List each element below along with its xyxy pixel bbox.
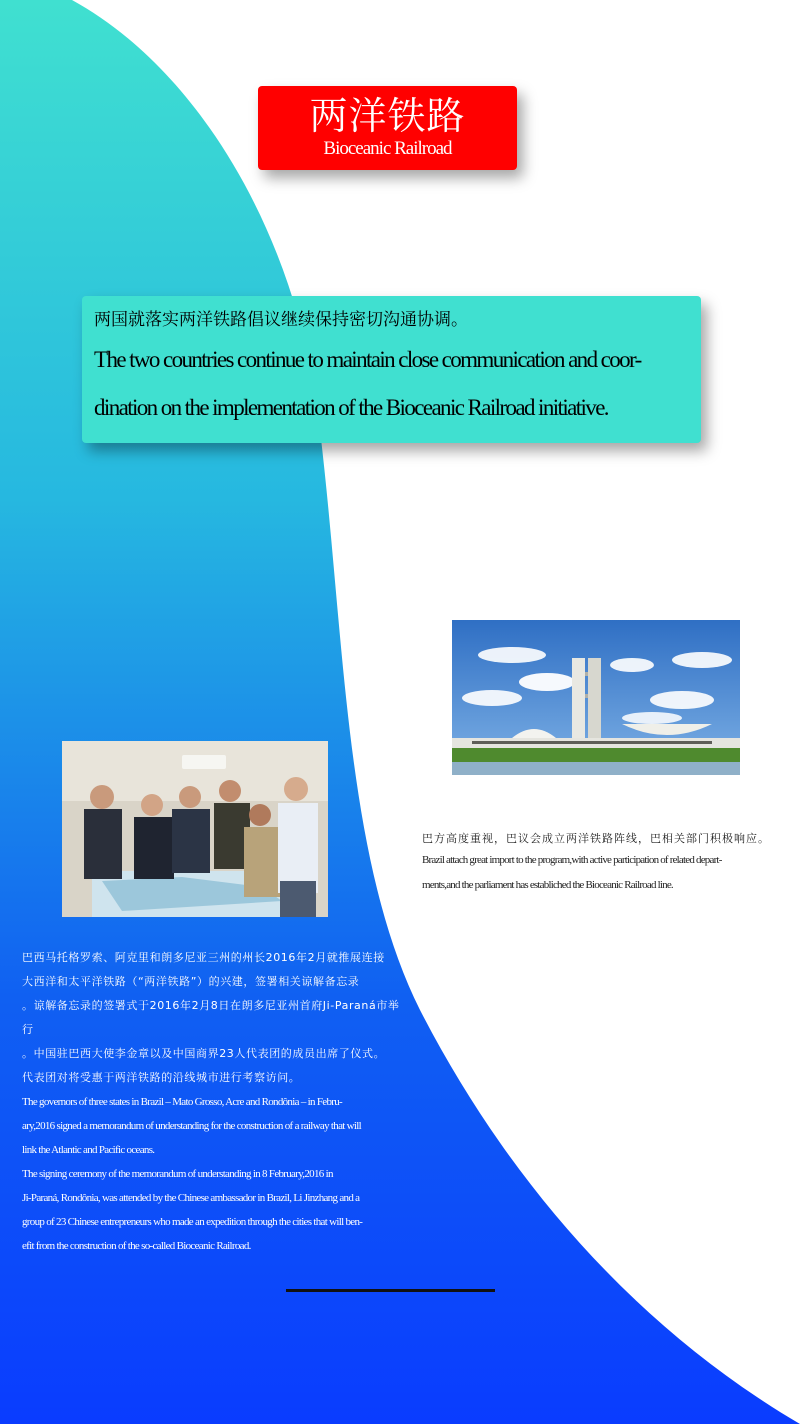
summary-english-line2: dination on the implementation of the Bioceanic Railroad initiative.: [94, 395, 608, 420]
memorandum-english-line: The governors of three states in Brazil – Mato Grosso, Acre and Rondônia – in Febru-: [22, 1096, 343, 1108]
brazil-response-english-line1: Brazil attach great import to the program,with active participation of related depart-: [422, 854, 722, 866]
memorandum-english-line: link the Atlantic and Pacific oceans.: [22, 1144, 155, 1156]
divider-line: [286, 1289, 495, 1292]
memorandum-chinese-line: 巴西马托格罗索、阿克里和朗多尼亚三州的州长2016年2月就推展连接: [22, 951, 385, 964]
brazil-response-english-line2: ments,and the parliament has establiched the Bioceanic Railroad line.: [422, 879, 673, 891]
memorandum-text: [22, 946, 402, 1258]
memorandum-english-line: The signing ceremony of the memorandum of understanding in 8 February,2016 in: [22, 1168, 333, 1180]
memorandum-chinese-line: 大西洋和太平洋铁路（“两洋铁路”）的兴建，签署相关谅解备忘录: [22, 975, 360, 988]
memorandum-english-line: ary,2016 signed a memorandum of understanding for the construction of a railway that will: [22, 1120, 361, 1132]
memorandum-english-line: Ji-Paraná, Rondônia, was attended by the Chinese ambassador in Brazil, Li Jinzhang and a: [22, 1192, 360, 1204]
memorandum-english: [22, 1090, 402, 1258]
brazil-response-chinese: 巴方高度重视，巴议会成立两洋铁路阵线，巴相关部门积极响应。: [422, 832, 770, 845]
summary-english-line1: The two countries continue to maintain close communication and coor-: [94, 347, 641, 372]
congress-building-photo: [452, 620, 740, 775]
title-banner: [258, 86, 517, 170]
brazil-response-english: [422, 848, 782, 898]
memorandum-chinese-line: 。中国驻巴西大使李金章以及中国商界23人代表团的成员出席了仪式。: [22, 1047, 386, 1060]
memorandum-chinese: [22, 946, 402, 1090]
memorandum-english-line: efit from the construction of the so-called Bioceanic Railroad.: [22, 1240, 251, 1252]
summary-box: [82, 296, 701, 443]
title-chinese: 两洋铁路: [309, 94, 466, 138]
memorandum-chinese-line: 代表团对将受惠于两洋铁路的沿线城市进行考察访问。: [22, 1071, 301, 1084]
title-english: Bioceanic Railroad: [323, 138, 452, 159]
memorandum-english-line: group of 23 Chinese entrepreneurs who made an expedition through the cities that will ben-: [22, 1216, 363, 1228]
meeting-photo: [62, 741, 328, 917]
brazil-response-text: [422, 830, 782, 898]
summary-chinese: 两国就落实两洋铁路倡议继续保持密切沟通协调。: [94, 310, 468, 330]
memorandum-chinese-line: 。谅解备忘录的签署式于2016年2月8日在朗多尼亚州首府Ji-Paraná市举行: [22, 999, 400, 1036]
summary-english: [94, 336, 691, 432]
